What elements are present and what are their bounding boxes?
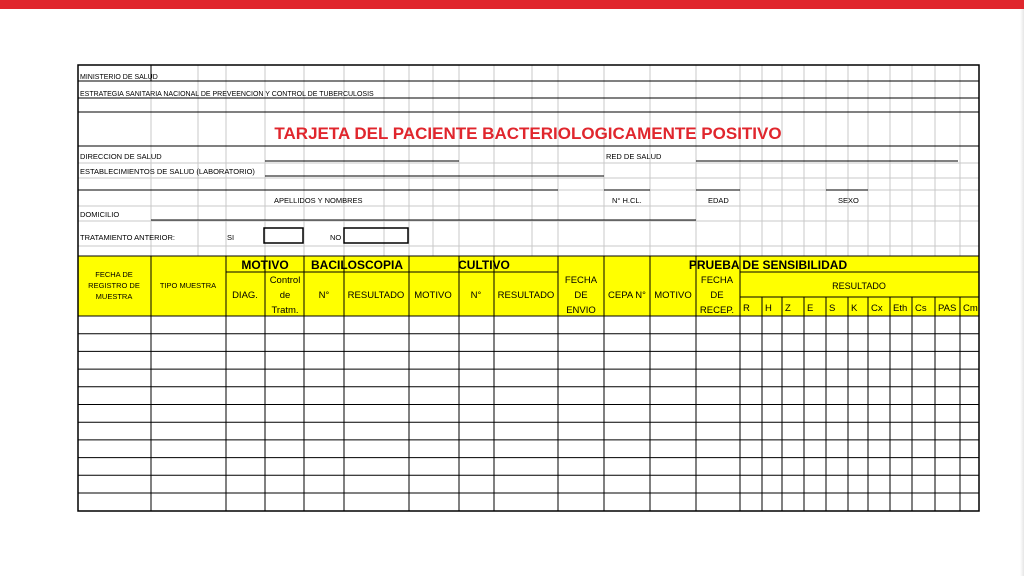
drug-header-s: S bbox=[829, 303, 836, 314]
estrategia-label: ESTRATEGIA SANITARIA NACIONAL DE PREVEENCION Y CONTROL DE TUBERCULOSIS bbox=[80, 91, 374, 98]
si-label: SI bbox=[227, 233, 235, 242]
direccion-label: DIRECCION DE SALUD bbox=[80, 152, 162, 161]
cul-resultado-header: RESULTADO bbox=[497, 290, 555, 301]
fecha-envio-line1: FECHA bbox=[564, 275, 598, 286]
drug-header-cx: Cx bbox=[871, 303, 883, 314]
fecha-registro-line1: FECHA DE bbox=[95, 270, 133, 279]
drug-header-h: H bbox=[765, 303, 772, 314]
drug-header-e: E bbox=[807, 303, 814, 314]
drug-header-k: K bbox=[851, 303, 858, 314]
tratamiento-label: TRATAMIENTO ANTERIOR: bbox=[80, 233, 176, 242]
ministerio-label: MINISTERIO DE SALUD bbox=[80, 74, 158, 81]
establecimiento-label: ESTABLECIMIENTOS DE SALUD (LABORATORIO) bbox=[80, 167, 255, 176]
resultado-group-header: RESULTADO bbox=[832, 281, 886, 291]
bac-resultado-header: RESULTADO bbox=[347, 290, 405, 301]
drug-header-eth: Eth bbox=[893, 303, 908, 314]
red-label: RED DE SALUD bbox=[606, 152, 662, 161]
fecha-recep-line1: FECHA bbox=[700, 275, 734, 286]
apellidos-label: APELLIDOS Y NOMBRES bbox=[274, 196, 363, 205]
ps-motivo-header: MOTIVO bbox=[654, 290, 692, 301]
fecha-recep-line3: RECEP. bbox=[699, 305, 735, 316]
fecha-envio-line2: DE bbox=[574, 290, 588, 301]
cul-no-header: N° bbox=[470, 290, 482, 301]
cultivo-header: CULTIVO bbox=[458, 258, 510, 272]
prueba-sensibilidad-header: PRUEBA DE SENSIBILIDAD bbox=[688, 258, 848, 272]
si-checkbox[interactable] bbox=[264, 228, 303, 243]
control-line2: de bbox=[279, 290, 291, 301]
drug-header-cm: Cm bbox=[963, 303, 978, 314]
no-label: NO bbox=[330, 233, 342, 242]
form-title: TARJETA DEL PACIENTE BACTERIOLOGICAMENTE POSITIVO bbox=[274, 124, 782, 143]
tipo-muestra-header: TIPO MUESTRA bbox=[159, 281, 217, 290]
control-line3: Tratm. bbox=[271, 305, 299, 316]
diag-header: DIAG. bbox=[232, 290, 258, 301]
drug-header-pas: PAS bbox=[938, 303, 957, 314]
cepa-header: CEPA N° bbox=[608, 290, 646, 301]
bac-no-header: N° bbox=[318, 290, 330, 301]
fecha-envio-line3: ENVIO bbox=[566, 305, 596, 316]
fecha-registro-line3: MUESTRA bbox=[95, 292, 133, 301]
drug-header-z: Z bbox=[785, 303, 791, 314]
sexo-label: SEXO bbox=[838, 196, 859, 205]
baciloscopia-header: BACILOSCOPIA bbox=[310, 258, 404, 272]
motivo-header: MOTIVO bbox=[241, 258, 289, 272]
control-line1: Control bbox=[269, 275, 301, 286]
no-checkbox[interactable] bbox=[344, 228, 408, 243]
drug-header-r: R bbox=[743, 303, 750, 314]
drug-header-cs: Cs bbox=[915, 303, 927, 314]
domicilio-label: DOMICILIO bbox=[80, 210, 120, 219]
nhcl-label: N° H.CL. bbox=[612, 196, 642, 205]
edad-label: EDAD bbox=[708, 196, 729, 205]
fecha-registro-line2: REGISTRO DE bbox=[88, 281, 140, 290]
cul-motivo-header: MOTIVO bbox=[414, 290, 452, 301]
fecha-recep-line2: DE bbox=[710, 290, 724, 301]
